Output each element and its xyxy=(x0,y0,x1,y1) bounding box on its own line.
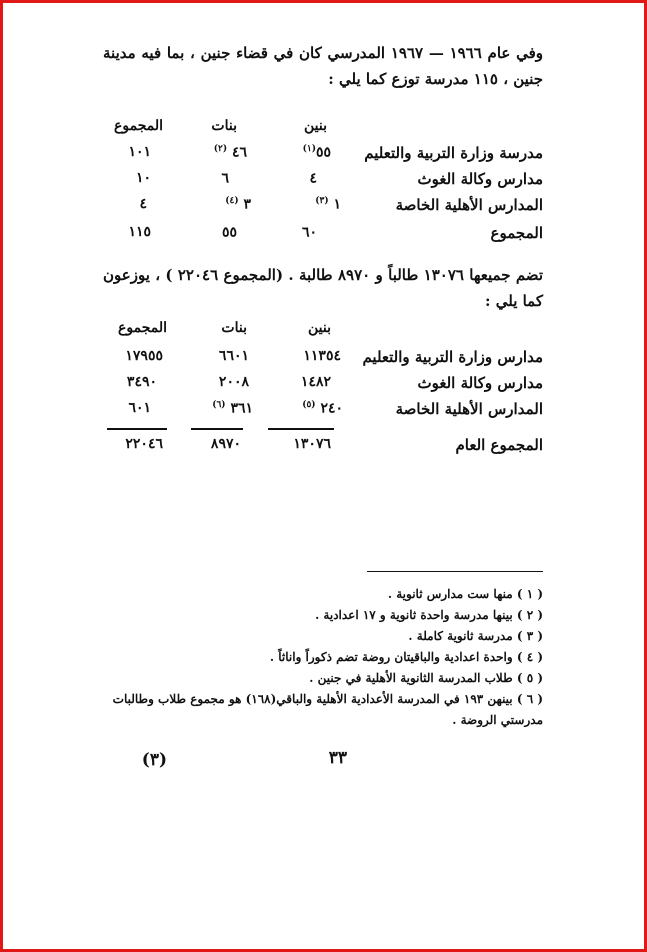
table2-cell-girls: ٣٦١ $^{(٦)}$ xyxy=(212,400,253,417)
table2-header-girls: بنات xyxy=(221,320,247,336)
table2-row xyxy=(0,400,647,424)
table1-cell-girls: ٤٦ $^{(٢)}$ xyxy=(213,144,247,161)
table2-row-label: مدارس وكالة الغوث xyxy=(417,374,543,392)
table1-header xyxy=(0,118,647,138)
table2-total-row xyxy=(0,436,647,460)
table2-total-underline xyxy=(107,428,167,430)
footnote: ( ٣ ) مدرسة ثانوية كاملة . xyxy=(408,629,543,643)
table2-total-label: المجموع العام xyxy=(455,436,543,454)
table2-header-boys: بنين xyxy=(307,320,331,336)
table1-cell-total: ١٠ xyxy=(135,170,151,186)
table1-header-boys: بنين xyxy=(303,118,327,134)
footnote: ( ٥ ) طلاب المدرسة الثانوية الأهلية في جنين . xyxy=(309,671,543,685)
table1-cell-girls: ٣ $^{(٤)}$ xyxy=(225,196,251,213)
footnote: ( ٤ ) واحدة اعدادية والباقيتان روضة تضم ذكوراً واناثاً . xyxy=(269,650,543,664)
table2-row xyxy=(0,374,647,398)
footnote: ( ١ ) منها ست مدارس ثانوية . xyxy=(387,587,543,601)
table1-cell-girls: ٥٥ xyxy=(221,224,237,241)
table1-total-row xyxy=(0,224,647,248)
table1-cell-boys: ٥٥$^{(١)}$ xyxy=(302,144,331,161)
table1-row-label: المجموع xyxy=(490,224,543,242)
table2-total-girls: ٨٩٧٠ xyxy=(210,436,241,452)
footnotes xyxy=(103,584,543,731)
table2-cell-total: ٦٠١ xyxy=(128,400,151,416)
table2-cell-total: ٣٤٩٠ xyxy=(126,374,157,390)
table1-row xyxy=(0,144,647,168)
table1-cell-boys: ٤ xyxy=(309,170,317,187)
table2-row xyxy=(0,348,647,372)
table2-boys-underline xyxy=(268,428,334,430)
table1-row-label: المدارس الأهلية الخاصة xyxy=(395,196,543,214)
table2-cell-total: ١٧٩٥٥ xyxy=(125,348,163,364)
table1-cell-total: ٤ xyxy=(139,196,147,212)
intro-paragraph: وفي عام ١٩٦٦ — ١٩٦٧ المدرسي كان في قضاء جنين ، بما فيه مدينة جنين ، ١١٥ مدرسة توزع كما يلي : xyxy=(103,44,543,88)
table1-cell-total: ١١٥ xyxy=(128,224,151,240)
table1-header-girls: بنات xyxy=(211,118,237,134)
section-marker: (٣) xyxy=(141,750,167,770)
table2-girls-underline xyxy=(191,428,243,430)
table2-total-total: ٢٢٠٤٦ xyxy=(125,436,163,452)
table2-cell-girls: ٢٠٠٨ xyxy=(218,374,249,390)
table1-cell-total: ١٠١ xyxy=(128,144,151,160)
table2-cell-girls: ٦٦٠١ xyxy=(218,348,249,364)
table2-row-label: المدارس الأهلية الخاصة xyxy=(395,400,543,418)
table1-header-total: المجموع xyxy=(114,118,163,134)
table2-header-total: المجموع xyxy=(118,320,167,336)
table1-cell-boys: ٦٠ xyxy=(301,224,317,241)
table2-header xyxy=(0,320,647,340)
table1-cell-girls: ٦ xyxy=(221,170,229,187)
table1-row xyxy=(0,196,647,220)
table2-cell-boys: ٢٤٠ $^{(٥)}$ xyxy=(302,400,343,417)
table1-cell-boys: ١ $^{(٣)}$ xyxy=(315,196,341,213)
footnote-separator xyxy=(367,571,543,572)
footnote: ( ٦ ) بينهن ١٩٣ في المدرسة الأعدادية الأهلية والباقي(١٦٨) هو مجموع طلاب وطالبات مدرستي الروضة . xyxy=(112,692,543,727)
table1-row-label: مدرسة وزارة التربية والتعليم xyxy=(364,144,543,162)
table2-cell-boys: ١٤٨٢ xyxy=(300,374,331,390)
mid-paragraph: تضم جميعها ١٣٠٧٦ طالباً و ٨٩٧٠ طالبة . (المجموع ٢٢٠٤٦ ) ، يوزعون كما يلي : xyxy=(103,266,543,310)
table1-row-label: مدارس وكالة الغوث xyxy=(417,170,543,188)
table2-row-label: مدارس وزارة التربية والتعليم xyxy=(362,348,543,366)
footnote: ( ٢ ) بينها مدرسة واحدة ثانوية و ١٧ اعدادية . xyxy=(315,608,543,622)
table1-row xyxy=(0,170,647,194)
table2-total-boys: ١٣٠٧٦ xyxy=(293,436,331,452)
table2-cell-boys: ١١٣٥٤ xyxy=(303,348,341,364)
page-number: ٣٣ xyxy=(328,748,347,768)
